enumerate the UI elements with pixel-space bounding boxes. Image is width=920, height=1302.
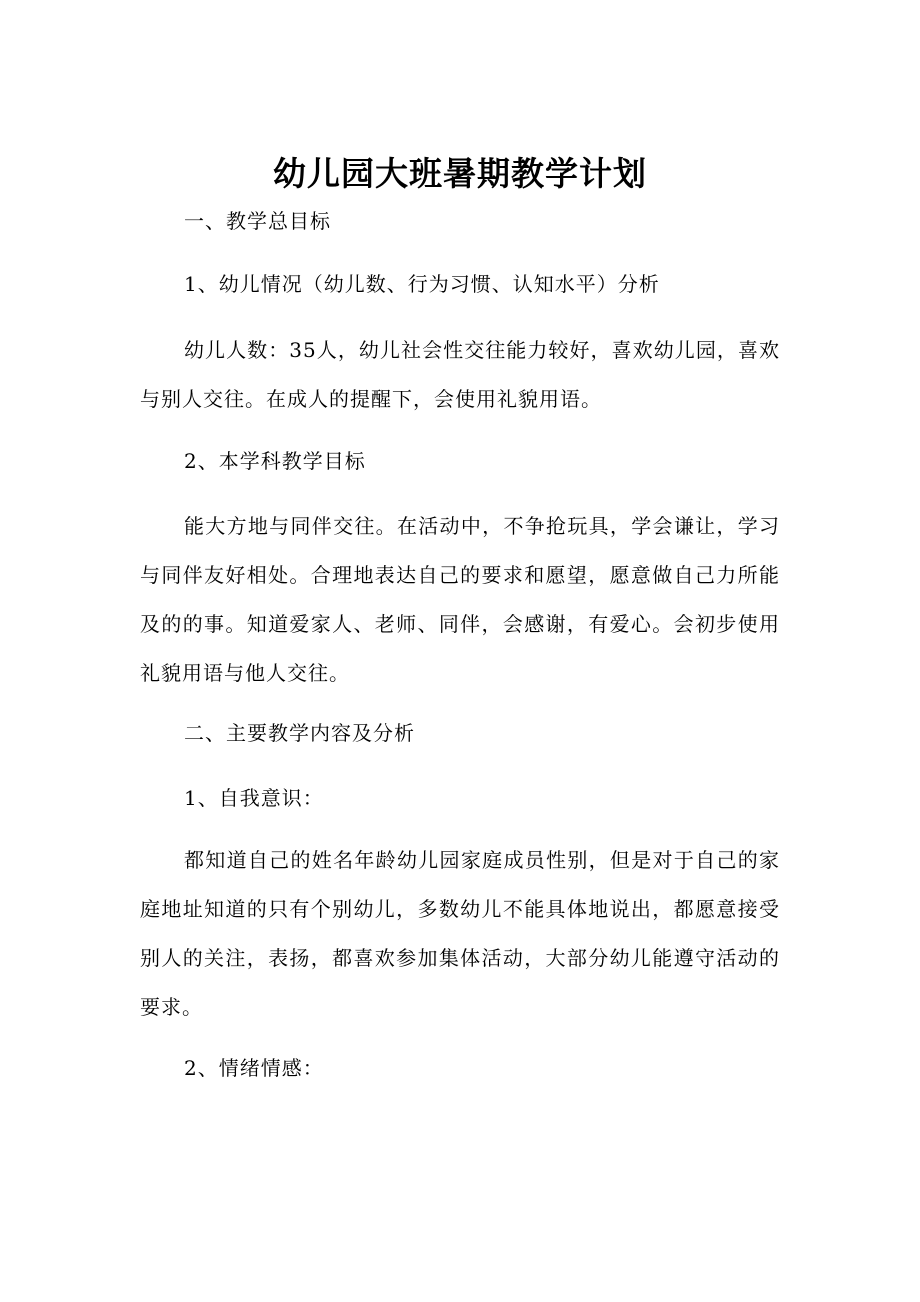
subheading-children-analysis: 1、幼儿情况（幼儿数、行为习惯、认知水平）分析 (184, 272, 660, 296)
subheading-self-awareness: 1、自我意识： (184, 786, 324, 810)
paragraph-self-awareness: 都知道自己的姓名年龄幼儿园家庭成员性别，但是对于自己的家庭地址知道的只有个别幼儿，多数幼儿不能具体地说出，都愿意接受别人的关注，表扬，都喜欢参加集体活动，大部分幼儿能遵守活动的要求。 (140, 848, 780, 1019)
subheading-subject-goals: 2、本学科教学目标 (184, 449, 366, 473)
subheading-emotions: 2、情绪情感： (184, 1056, 324, 1080)
section-heading-main-content: 二、主要教学内容及分析 (184, 721, 415, 745)
section-heading-teaching-goals: 一、教学总目标 (184, 209, 331, 233)
paragraph-subject-goals: 能大方地与同伴交往。在活动中，不争抢玩具，学会谦让，学习与同伴友好相处。合理地表达自己的要求和愿望，愿意做自己力所能及的的事。知道爱家人、老师、同伴，会感谢，有爱心。会初步使用礼貌用语与他人交往。 (140, 514, 780, 685)
paragraph-children-count: 幼儿人数：35人，幼儿社会性交往能力较好，喜欢幼儿园，喜欢与别人交往。在成人的提醒下，会使用礼貌用语。 (140, 338, 780, 411)
document-title: 幼儿园大班暑期教学计划 (273, 154, 647, 193)
